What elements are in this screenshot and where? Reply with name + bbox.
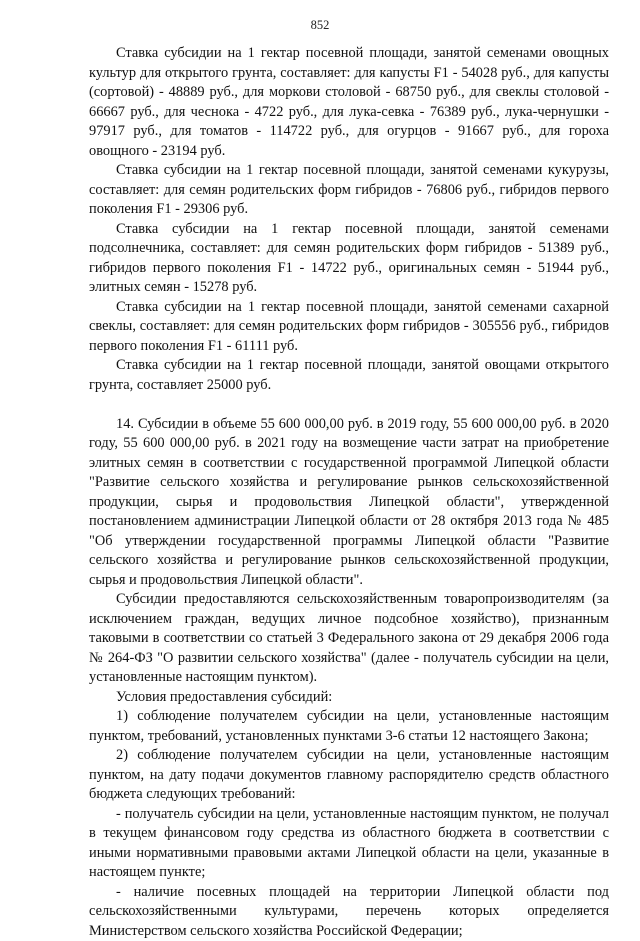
paragraph-condition-2: 2) соблюдение получателем субсидии на цели, установленные настоящим пунктом, на дату подачи документов главному распорядителю средств областного бюджета следующих требований:	[89, 746, 609, 805]
paragraph-item-14-elite-seeds: 14. Субсидии в объеме 55 600 000,00 руб. в 2019 году, 55 600 000,00 руб. в 2020 году, 55 600 000,00 руб. в 2021 году на возмещение части затрат на приобретение элитных семян в соответствии с государственной программой Липецкой области "Развитие сельского хозяйства и регулирование рынков сельскохозяйственной продукции, сырья и продовольствия Липецкой области", утвержденной постановлением администрации Липецкой области от 28 октября 2013 года № 485 "Об утверждении государственной программы Липецкой области "Развитие сельского хозяйства и регулирование рынков сельскохозяйственной продукции, сырья и продовольствия Липецкой области".	[89, 415, 609, 591]
paragraph-condition-1: 1) соблюдение получателем субсидии на цели, установленные настоящим пунктом, требований, установленных пунктами 3-6 статьи 12 настоящего Закона;	[89, 707, 609, 746]
page-number: 852	[0, 18, 640, 33]
document-body	[89, 44, 609, 941]
paragraph-sunflower-seed-rates: Ставка субсидии на 1 гектар посевной площади, занятой семенами подсолнечника, составляет: для семян родительских форм гибридов - 51389 руб., гибридов первого поколения F1 - 14722 руб., оригинальных семян - 51944 руб., элитных семян - 15278 руб.	[89, 220, 609, 298]
paragraph-requirement-sown-areas: - наличие посевных площадей на территории Липецкой области под сельскохозяйственными культурами, перечень которых определяется Министерством сельского хозяйства Российской Федерации;	[89, 883, 609, 941]
paragraph-vegetable-seed-rates: Ставка субсидии на 1 гектар посевной площади, занятой семенами овощных культур для открытого грунта, составляет: для капусты F1 - 54028 руб., для капусты (сортовой) - 48889 руб., для моркови столовой - 68750 руб., для свеклы столовой - 66667 руб., для чеснока - 4722 руб., для лука-севка - 76389 руб., лука-чернушки - 97917 руб., для томатов - 114722 руб., для огурцов - 91667 руб., для гороха овощного - 23194 руб.	[89, 44, 609, 161]
paragraph-corn-seed-rates: Ставка субсидии на 1 гектар посевной площади, занятой семенами кукурузы, составляет: для семян родительских форм гибридов - 76806 руб., гибридов первого поколения F1 - 29306 руб.	[89, 161, 609, 220]
paragraph-open-ground-vegetables-rate: Ставка субсидии на 1 гектар посевной площади, занятой овощами открытого грунта, составляет 25000 руб.	[89, 356, 609, 395]
paragraph-subsidy-recipients: Субсидии предоставляются сельскохозяйственным товаропроизводителям (за исключением граждан, ведущих личное подсобное хозяйство), признанным таковыми в соответствии со статьей 3 Федерального закона от 29 декабря 2006 года № 264-ФЗ "О развитии сельского хозяйства" (далее - получатель субсидии на цели, установленные настоящим пунктом).	[89, 590, 609, 688]
paragraph-requirement-no-other-funds: - получатель субсидии на цели, установленные настоящим пунктом, не получал в текущем финансовом году средства из областного бюджета в соответствии с иными нормативными правовыми актами Липецкой области на цели, указанные в настоящем пункте;	[89, 805, 609, 883]
paragraph-sugar-beet-seed-rates: Ставка субсидии на 1 гектар посевной площади, занятой семенами сахарной свеклы, составляет: для семян родительских форм гибридов - 305556 руб., гибридов первого поколения F1 - 61111 руб.	[89, 298, 609, 357]
paragraph-conditions-heading: Условия предоставления субсидий:	[89, 688, 609, 708]
